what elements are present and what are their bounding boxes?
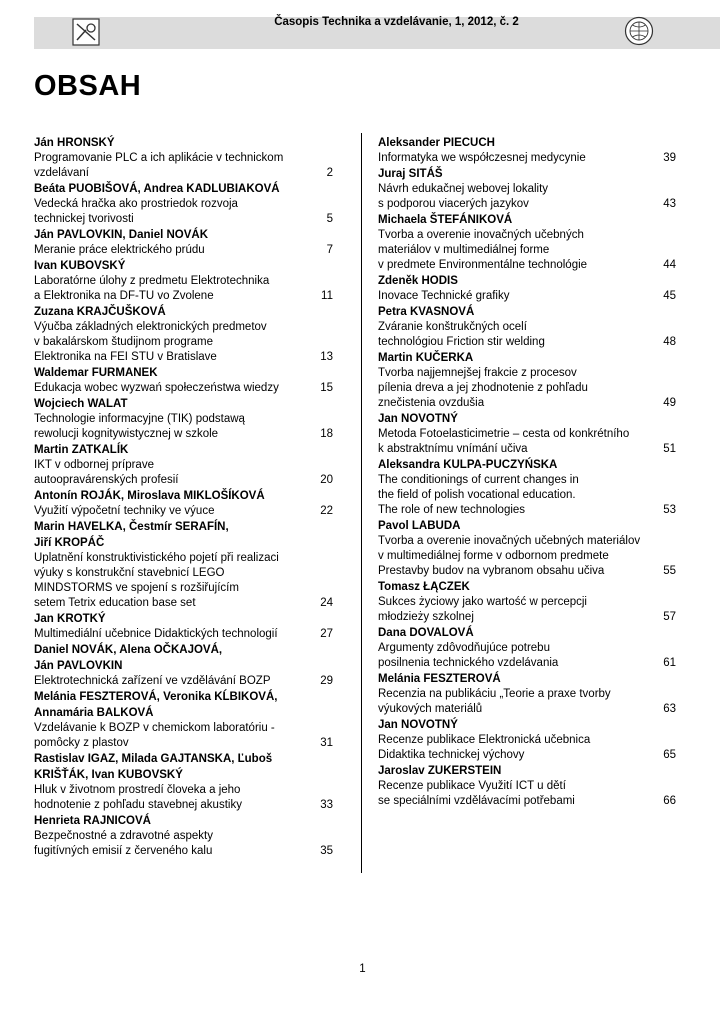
toc-entry-title-text: technológiou Friction stir welding — [378, 336, 545, 348]
toc-entry-page-number: 2 — [326, 167, 333, 179]
toc-entry — [34, 396, 333, 442]
toc-entry-title-text: Sukces życiowy jako wartość w percepcji — [378, 596, 587, 608]
toc-entry-page-number: 53 — [663, 504, 676, 516]
toc-entry-title-line — [378, 595, 676, 610]
toc-entry-title-text: pílenia dreva a jej zhodnotenie z pohľadu — [378, 382, 588, 394]
toc-entry-title-line — [34, 581, 333, 596]
toc-entry-author: Antonín ROJÁK, Miroslava MIKLOŠÍKOVÁ — [34, 490, 265, 502]
toc-entry — [378, 273, 676, 304]
toc-entry-author: Jiří KROPÁČ — [34, 537, 105, 549]
toc-entry-page-number: 7 — [326, 244, 333, 256]
toc-entry-title-line — [34, 736, 333, 751]
toc-entry-title-line — [378, 151, 676, 166]
toc-entry-title-line — [34, 783, 333, 798]
toc-entry-title-line — [378, 243, 676, 258]
toc-entry-title-text: Elektrotechnická zařízení ve vzdělávání BOZP — [34, 675, 271, 687]
toc-entry-title-text: v predmete Environmentálne technológie — [378, 259, 588, 271]
toc-right-column — [378, 135, 676, 809]
toc-entry-title-text: Prestavby budov na vybranom obsahu učiva — [378, 565, 605, 577]
toc-entry-title-text: Výučba základných elektronických predmetov — [34, 321, 267, 333]
toc-entry-title-text: fugitívných emisií z červeného kalu — [34, 845, 213, 857]
toc-entry-title-text: The conditionings of current changes in — [378, 474, 579, 486]
toc-entry-page-number: 20 — [320, 474, 333, 486]
toc-entry-title-text: v multimediálnej forme v odbornom predmete — [378, 550, 609, 562]
toc-entry-title-text: Didaktika technickej výchovy — [378, 749, 525, 761]
toc-entry-page-number: 66 — [663, 795, 676, 807]
toc-entry-title-line — [34, 566, 333, 581]
toc-entry — [34, 751, 333, 813]
toc-entry — [378, 135, 676, 166]
toc-entry-title-text: materiálov v multimediálnej forme — [378, 244, 550, 256]
toc-entry-title-text: Recenze publikace Elektronická učebnica — [378, 734, 591, 746]
toc-entry-author: Michaela ŠTEFÁNIKOVÁ — [378, 214, 513, 226]
toc-entry — [34, 442, 333, 488]
toc-entry-title-text: znečistenia ovzdušia — [378, 397, 485, 409]
toc-entry-author: Zdeněk HODIS — [378, 275, 458, 287]
toc-entry-title-text: Edukacja wobec wyzwań społeczeństwa wiedzy — [34, 382, 279, 394]
toc-left-column — [34, 135, 333, 859]
toc-entry-title-text: MINDSTORMS ve spojení s rozšiřujícím — [34, 582, 239, 594]
toc-entry-author: Annamária BALKOVÁ — [34, 707, 154, 719]
toc-entry-title-text: Multimediální učebnice Didaktických technologií — [34, 628, 278, 640]
toc-entry — [34, 689, 333, 751]
toc-entry-title-text: rewolucji kognitywistycznej w szkole — [34, 428, 219, 440]
toc-entry-page-number: 45 — [663, 290, 676, 302]
toc-entry-page-number: 27 — [320, 628, 333, 640]
toc-entry — [378, 717, 676, 763]
toc-entry-title-line — [378, 641, 676, 656]
toc-entry-title-text: Technologie informacyjne (TIK) podstawą — [34, 413, 245, 425]
toc-entry-author: Jaroslav ZUKERSTEIN — [378, 765, 502, 777]
toc-entry-title-text: a Elektronika na DF-TU vo Zvolene — [34, 290, 214, 302]
toc-entry-title-text: Meranie práce elektrického prúdu — [34, 244, 205, 256]
toc-entry-title-text: technickej tvorivosti — [34, 213, 134, 225]
toc-entry-title-text: vzdelávaní — [34, 167, 89, 179]
toc-entry-page-number: 49 — [663, 397, 676, 409]
toc-entry-title-line — [378, 564, 676, 579]
toc-entry-title-line — [34, 829, 333, 844]
toc-entry-title-text: the field of polish vocational education. — [378, 489, 576, 501]
toc-entry-title-line — [378, 549, 676, 564]
toc-entry-author: Martin KUČERKA — [378, 352, 474, 364]
toc-entry-title-line — [378, 197, 676, 212]
toc-entry-title-line — [378, 702, 676, 717]
toc-entry-title-line — [378, 396, 676, 411]
toc-entry — [34, 365, 333, 396]
toc-entry-page-number: 11 — [321, 290, 333, 302]
toc-entry-title-text: setem Tetrix education base set — [34, 597, 196, 609]
toc-entry-title-text: Elektronika na FEI STU v Bratislave — [34, 351, 217, 363]
toc-entry-author: Wojciech WALAT — [34, 398, 128, 410]
toc-entry-title-text: výuky s konstrukční stavebnicí LEGO — [34, 567, 225, 579]
toc-entry-title-line — [34, 674, 333, 689]
toc-entry — [34, 488, 333, 519]
toc-entry-title-text: Hluk v životnom prostredí človeka a jeho — [34, 784, 241, 796]
toc-entry-title-text: Argumenty zdôvodňujúce potrebu — [378, 642, 550, 654]
toc-entry-title-text: Recenzia na publikáciu „Teorie a praxe tvorby — [378, 688, 611, 700]
toc-entry-title-line — [34, 289, 333, 304]
toc-entry — [34, 304, 333, 365]
toc-entry-title-line — [378, 258, 676, 273]
toc-entry — [34, 181, 333, 227]
toc-entry-title-line — [378, 320, 676, 335]
toc-entry-title-line — [34, 721, 333, 736]
toc-entry-author: Ivan KUBOVSKÝ — [34, 260, 126, 272]
toc-entry-author: Petra KVASNOVÁ — [378, 306, 475, 318]
toc-entry-title-line — [378, 182, 676, 197]
toc-entry-page-number: 18 — [320, 428, 333, 440]
toc-entry — [34, 135, 333, 181]
toc-entry-author: Ján HRONSKÝ — [34, 137, 115, 149]
toc-entry-title-text: s podporou viacerých jazykov — [378, 198, 529, 210]
toc-entry-title-line — [34, 212, 333, 227]
toc-entry-title-line — [378, 656, 676, 671]
toc-entry-title-text: Návrh edukačnej webovej lokality — [378, 183, 549, 195]
toc-entry-author: Daniel NOVÁK, Alena OČKAJOVÁ, — [34, 644, 223, 656]
toc-entry — [378, 579, 676, 625]
university-seal-icon — [624, 16, 654, 46]
toc-entry-author: Juraj SITÁŠ — [378, 168, 443, 180]
toc-entry-title-line — [378, 534, 676, 549]
toc-entry — [378, 304, 676, 350]
toc-entry-title-line — [34, 627, 333, 642]
toc-entry-title-line — [34, 166, 333, 181]
toc-entry-title-line — [378, 610, 676, 625]
toc-entry-title-line — [378, 473, 676, 488]
toc-entry-author: Aleksandra KULPA-PUCZYŃSKA — [378, 459, 558, 471]
toc-entry-page-number: 39 — [663, 152, 676, 164]
toc-entry-title-text: pomôcky z plastov — [34, 737, 129, 749]
toc-entry-title-line — [34, 551, 333, 566]
toc-entry-title-line — [34, 335, 333, 350]
toc-entry-title-line — [34, 243, 333, 258]
toc-entry-title-text: v bakalárskom študijnom programe — [34, 336, 213, 348]
toc-entry-title-line — [378, 733, 676, 748]
toc-entry-title-line — [378, 748, 676, 763]
toc-entry-page-number: 22 — [320, 505, 333, 517]
toc-entry-title-text: posilnenia technického vzdelávania — [378, 657, 559, 669]
toc-entry-page-number: 29 — [320, 675, 333, 687]
toc-entry-page-number: 65 — [663, 749, 676, 761]
toc-entry-page-number: 48 — [663, 336, 676, 348]
toc-entry-author: Tomasz ŁĄCZEK — [378, 581, 470, 593]
toc-entry-author: KRIŠŤÁK, Ivan KUBOVSKÝ — [34, 769, 183, 781]
toc-entry-title-text: Vedecká hračka ako prostriedok rozvoja — [34, 198, 238, 210]
toc-entry-title-line — [378, 335, 676, 350]
toc-entry-page-number: 15 — [320, 382, 333, 394]
toc-entry-title-text: The role of new technologies — [378, 504, 526, 516]
toc-entry-title-line — [34, 151, 333, 166]
toc-entry-author: Marin HAVELKA, Čestmír SERAFÍN, — [34, 521, 229, 533]
toc-entry-page-number: 55 — [663, 565, 676, 577]
page-number: 1 — [359, 963, 366, 975]
toc-entry-title-line — [34, 596, 333, 611]
toc-entry-author: Melánia FESZTEROVÁ — [378, 673, 501, 685]
toc-entry-title-line — [378, 289, 676, 304]
toc-entry-title-text: Inovace Technické grafiky — [378, 290, 510, 302]
toc-entry — [34, 813, 333, 859]
toc-entry — [34, 642, 333, 689]
journal-title: Časopis Technika a vzdelávanie, 1, 2012, č. 2 — [274, 16, 519, 28]
toc-entry-author: Zuzana KRAJČUŠKOVÁ — [34, 306, 166, 318]
toc-entry-title-text: Vzdelávanie k BOZP v chemickom laboratóriu - — [34, 722, 275, 734]
toc-entry-title-line — [34, 458, 333, 473]
toc-entry-author: Aleksander PIECUCH — [378, 137, 495, 149]
toc-entry-title-line — [34, 798, 333, 813]
toc-entry-page-number: 5 — [326, 213, 333, 225]
toc-entry-title-text: se speciálními vzdělávacími potřebami — [378, 795, 575, 807]
toc-entry-title-line — [378, 488, 676, 503]
toc-entry-title-text: Využití výpočetní techniky ve výuce — [34, 505, 215, 517]
toc-entry-title-text: Uplatnění konstruktivistického pojetí při realizaci — [34, 552, 279, 564]
toc-entry-author: Melánia FESZTEROVÁ, Veronika KĹBIKOVÁ, — [34, 691, 278, 703]
toc-entry-title-text: Bezpečnostné a zdravotné aspekty — [34, 830, 214, 842]
column-divider — [361, 133, 362, 873]
toc-entry-title-text: IKT v odbornej príprave — [34, 459, 154, 471]
toc-entry — [34, 611, 333, 642]
toc-entry-author: Beáta PUOBIŠOVÁ, Andrea KADLUBIAKOVÁ — [34, 183, 280, 195]
toc-entry-page-number: 24 — [320, 597, 333, 609]
toc-entry-title-line — [34, 427, 333, 442]
toc-entry-page-number: 31 — [320, 737, 333, 749]
toc-entry — [378, 166, 676, 212]
toc-entry-title-line — [34, 274, 333, 289]
toc-entry-title-line — [34, 320, 333, 335]
toc-entry-title-line — [378, 503, 676, 518]
toc-entry-page-number: 43 — [663, 198, 676, 210]
toc-entry-title-line — [34, 473, 333, 488]
toc-entry — [378, 212, 676, 273]
toc-entry — [378, 671, 676, 717]
toc-entry-page-number: 35 — [320, 845, 333, 857]
toc-entry-title-text: výukových materiálů — [378, 703, 483, 715]
page-title: OBSAH — [34, 70, 142, 102]
toc-entry-title-line — [378, 794, 676, 809]
toc-entry-title-line — [34, 412, 333, 427]
toc-entry — [34, 227, 333, 258]
toc-entry-title-line — [34, 197, 333, 212]
toc-entry — [34, 519, 333, 611]
toc-entry — [378, 625, 676, 671]
toc-entry — [34, 258, 333, 304]
toc-entry-title-line — [378, 381, 676, 396]
toc-entry-title-text: autoopravárenských profesií — [34, 474, 179, 486]
toc-entry-title-text: Tvorba a overenie inovačných učebných materiálov — [378, 535, 641, 547]
toc-entry-title-line — [378, 427, 676, 442]
toc-entry-page-number: 44 — [663, 259, 676, 271]
toc-entry-title-text: hodnotenie z pohľadu stavebnej akustiky — [34, 799, 242, 811]
toc-entry-page-number: 63 — [663, 703, 676, 715]
toc-entry-author: Jan KROTKÝ — [34, 613, 106, 625]
toc-entry-page-number: 61 — [663, 657, 676, 669]
toc-entry-author: Jan NOVOTNÝ — [378, 719, 458, 731]
toc-entry-title-line — [34, 381, 333, 396]
toc-entry-author: Henrieta RAJNICOVÁ — [34, 815, 151, 827]
toc-entry-author: Rastislav IGAZ, Milada GAJTANSKA, Ľuboš — [34, 753, 273, 765]
toc-entry — [378, 457, 676, 518]
toc-entry — [378, 350, 676, 411]
toc-entry — [378, 518, 676, 579]
toc-entry-author: Dana DOVALOVÁ — [378, 627, 474, 639]
toc-entry-title-text: Informatyka we współczesnej medycynie — [378, 152, 586, 164]
toc-entry-title-text: k abstraktnímu vnímání učiva — [378, 443, 528, 455]
toc-entry-title-line — [378, 366, 676, 381]
toc-entry-title-text: Zváranie konštrukčných ocelí — [378, 321, 527, 333]
toc-entry-title-line — [378, 779, 676, 794]
toc-entry-title-line — [34, 350, 333, 365]
toc-entry-title-text: młodzieży szkolnej — [378, 611, 474, 623]
toc-entry-title-text: Laboratórne úlohy z predmetu Elektrotechnika — [34, 275, 270, 287]
toc-entry-author: Ján PAVLOVKIN, Daniel NOVÁK — [34, 229, 209, 241]
toc-entry-author: Ján PAVLOVKIN — [34, 660, 123, 672]
toc-entry — [378, 763, 676, 809]
toc-entry-author: Martin ZATKALÍK — [34, 444, 129, 456]
toc-entry-title-line — [378, 442, 676, 457]
toc-entry-title-text: Programovanie PLC a ich aplikácie v technickom — [34, 152, 284, 164]
toc-entry — [378, 411, 676, 457]
toc-entry-author: Waldemar FURMANEK — [34, 367, 158, 379]
toc-entry-title-text: Tvorba a overenie inovačných učebných — [378, 229, 584, 241]
toc-entry-author: Pavol LABUDA — [378, 520, 461, 532]
toc-entry-title-text: Tvorba najjemnejšej frakcie z procesov — [378, 367, 577, 379]
toc-entry-title-text: Recenze publikace Využití ICT u dětí — [378, 780, 566, 792]
toc-entry-title-line — [34, 844, 333, 859]
toc-entry-page-number: 57 — [663, 611, 676, 623]
toc-entry-title-line — [34, 504, 333, 519]
toc-entry-title-line — [378, 228, 676, 243]
toc-entry-author: Jan NOVOTNÝ — [378, 413, 458, 425]
toc-entry-page-number: 13 — [320, 351, 333, 363]
toc-entry-title-text: Metoda Fotoelasticimetrie – cesta od konkrétního — [378, 428, 630, 440]
toc-entry-title-line — [378, 687, 676, 702]
toc-entry-page-number: 33 — [320, 799, 333, 811]
toc-entry-page-number: 51 — [663, 443, 676, 455]
